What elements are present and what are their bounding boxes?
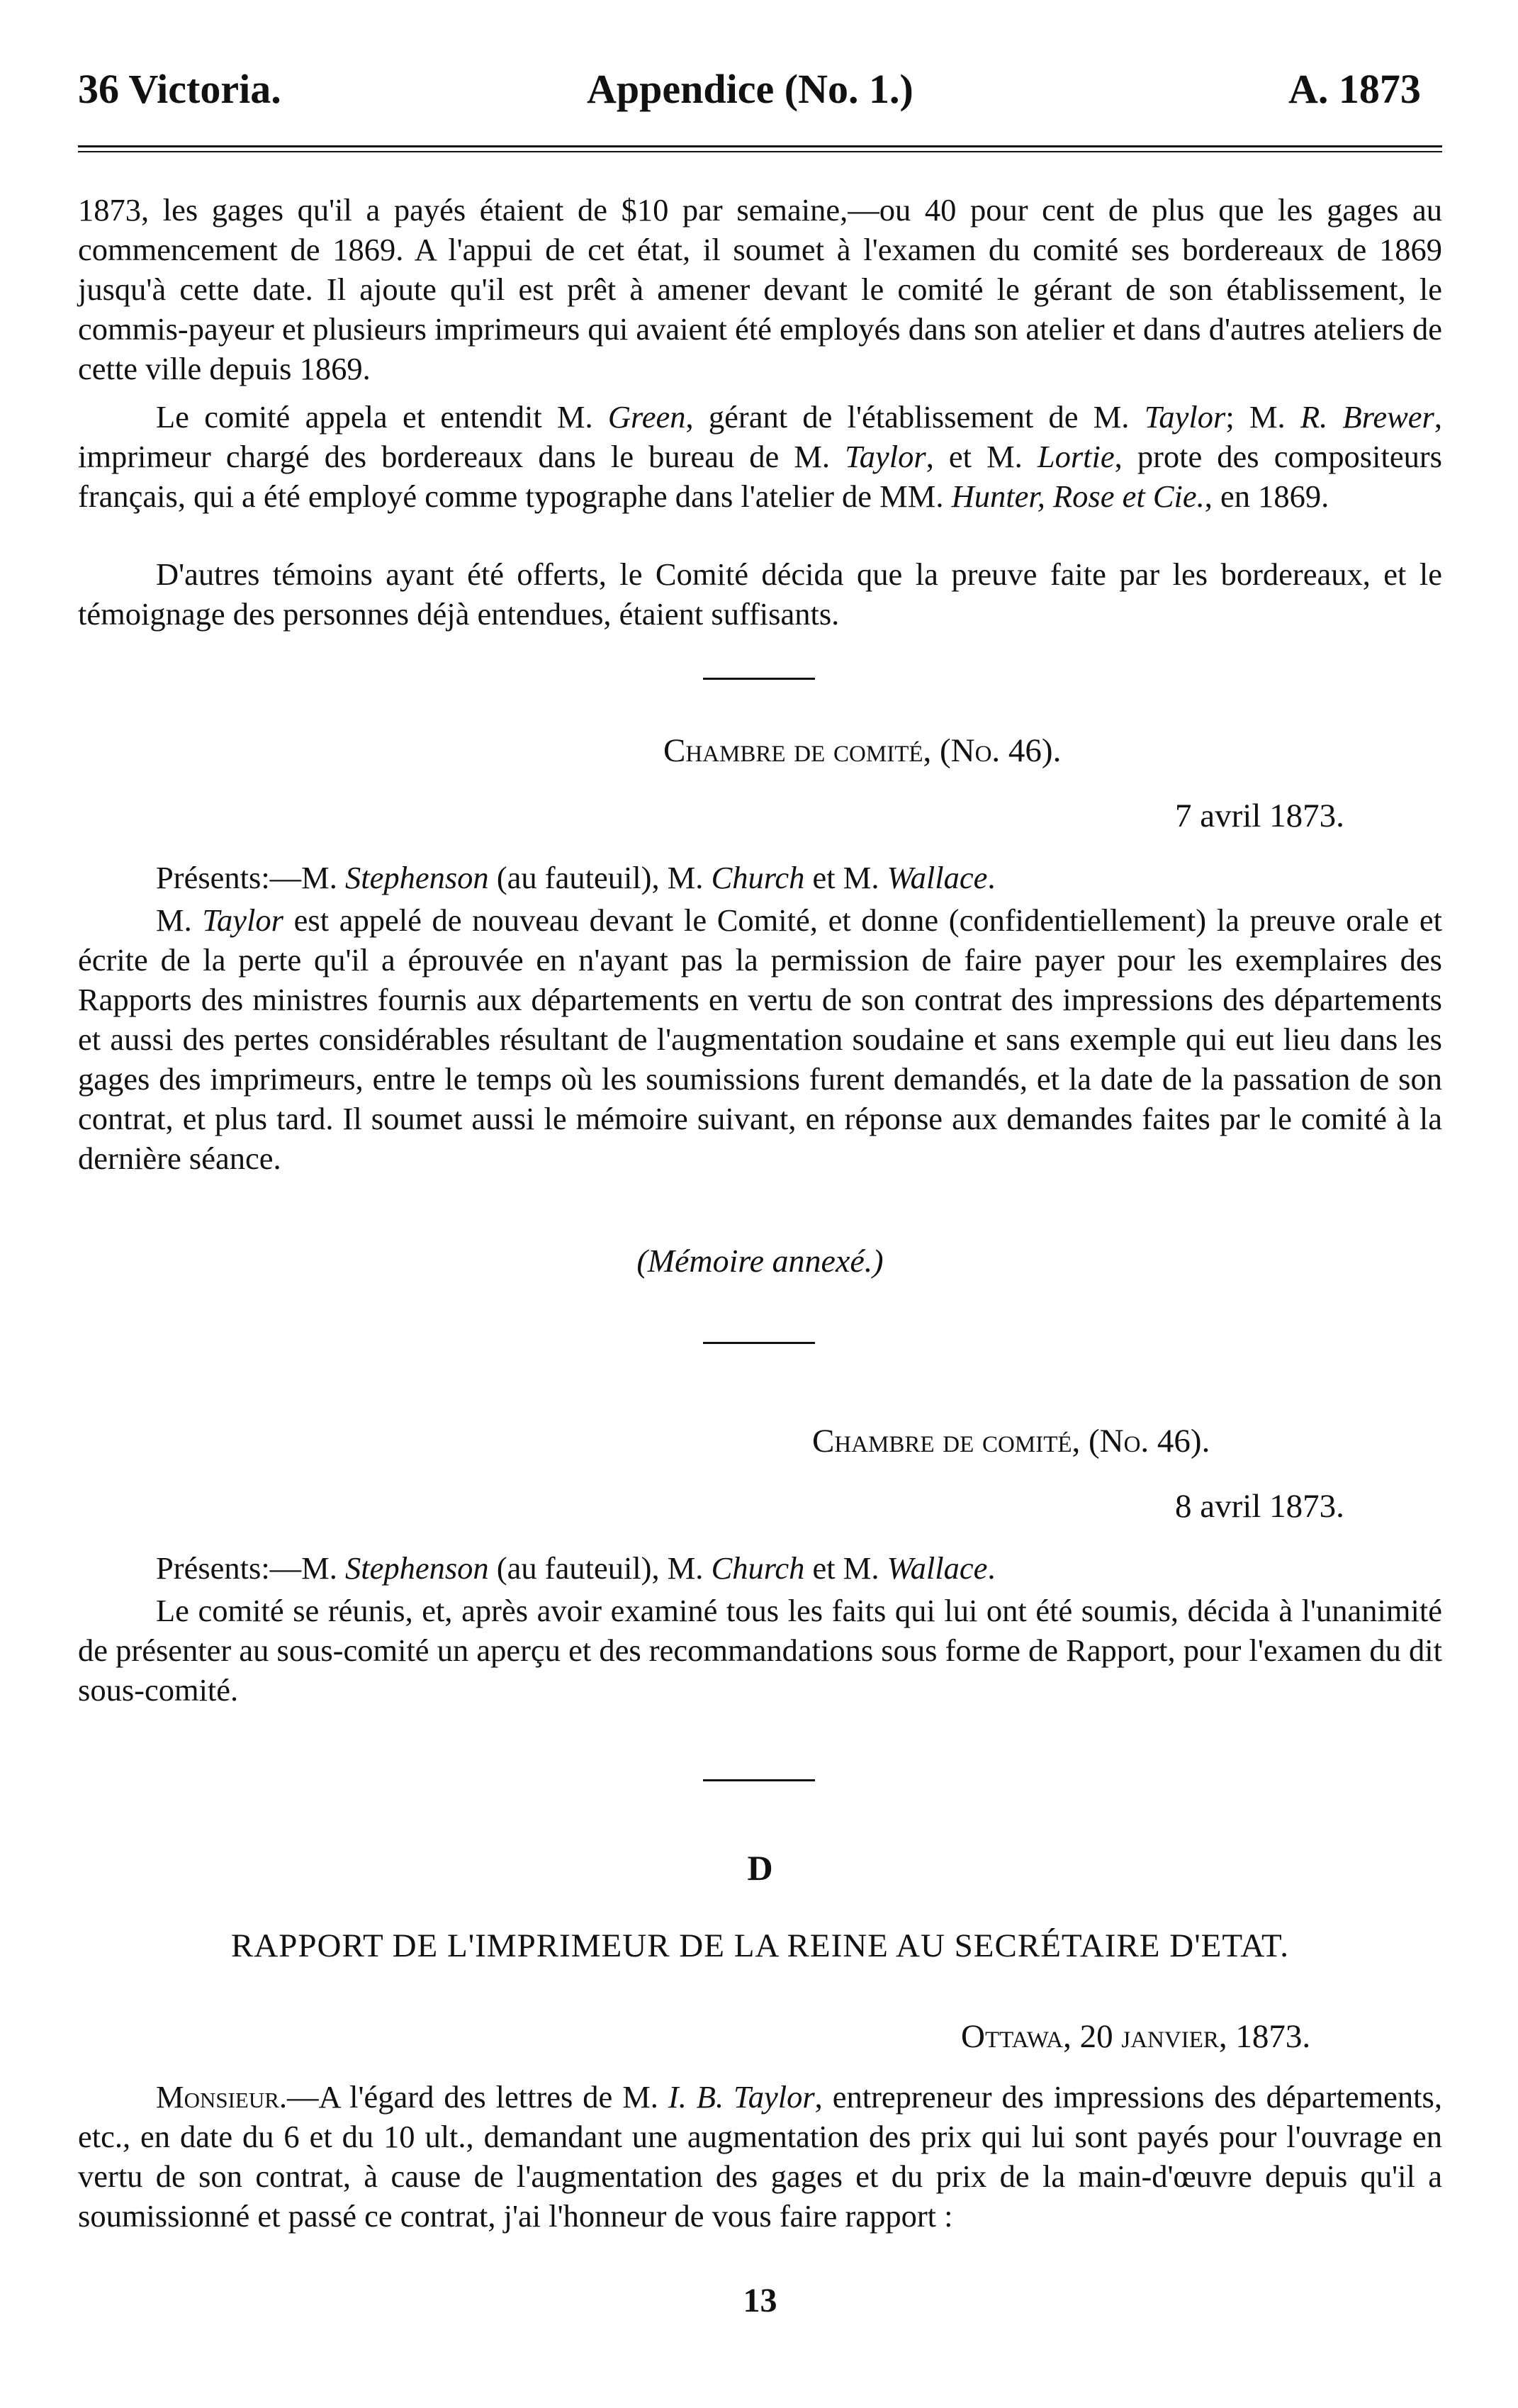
memoire-annexe: (Mémoire annexé.) [636, 1243, 884, 1279]
session-2-date: 8 avril 1873. [1175, 1488, 1344, 1525]
paragraph-4: M. Taylor est appelé de nouveau devant le Comité, et donne (confidentiellement) la preuve orale et écrite de la perte qu'il a éprouvée en n'ayant pas la permission de faire payer pour les exemplaires des Rapports des ministres fournis aux départements en vertu de son contrat des impressions des départements et aussi des pertes considérables résultant de l'augmentation soudaine et sans exemple qui eut lieu dans les gages des imprimeurs, entre le temps où les soumissions furent demandés, et la date de la passation de son contrat, et plus tard. Il soumet aussi le mémoire suivant, en réponse aux demandes faites par le comité à la dernière séance. [78, 902, 1442, 1176]
report-title: RAPPORT DE L'IMPRIMEUR DE LA REINE AU SECRÉTAIRE D'ETAT. [230, 1927, 1290, 1964]
report-date: Ottawa, 20 janvier, 1873. [961, 2018, 1311, 2055]
session-1-presents: Présents:—M. Stephenson (au fauteuil), M. Church et M. Wallace. [156, 860, 996, 895]
header-rule-bottom [78, 151, 1442, 152]
name-green: Green [607, 399, 686, 435]
session-1-date: 7 avril 1873. [1175, 797, 1344, 834]
header-right: A. 1873 [1288, 66, 1421, 112]
name-brewer: R. Brewer [1300, 399, 1434, 435]
page-number: 13 [743, 2282, 777, 2319]
paragraph-1: 1873, les gages qu'il a payés étaient de $10 par semaine,—ou 40 pour cent de plus que les gages au commencement de 1869. A l'appui de cet état, il soumet à l'examen du comité ses bordereaux de 1869 jusqu'à cette date. Il ajoute qu'il est prêt à amener devant le comité le gérant de son établissement, le commis-payeur et plusieurs imprimeurs qui avaient été employés dans son atelier et dans d'autres ateliers de cette ville depuis 1869. [78, 192, 1442, 386]
header-rule-top [78, 145, 1442, 147]
paragraph-3: D'autres témoins ayant été offerts, le Comité décida que la preuve faite par les bordereaux, et le témoignage des personnes déjà entendues, étaient suffisants. [78, 556, 1442, 632]
paragraph-5: Le comité se réunis, et, après avoir examiné tous les faits qui lui ont été soumis, décida à l'unanimité de présenter au sous-comité un aperçu et des recommandations sous forme de Rapport, pour l'examen du dit sous-comité. [78, 1593, 1442, 1708]
name-taylor: Taylor [1144, 399, 1226, 435]
section-divider-3 [703, 1779, 815, 1781]
session-2-presents: Présents:—M. Stephenson (au fauteuil), M. Church et M. Wallace. [156, 1550, 996, 1586]
session-2-heading: Chambre de comité, (No. 46). [812, 1423, 1210, 1460]
header-left: 36 Victoria. [78, 66, 281, 112]
section-divider-2 [703, 1342, 815, 1344]
paragraph-6: Monsieur.—A l'égard des lettres de M. I. B. Taylor, entrepreneur des impressions des départements, etc., en date du 6 et du 10 ult., demandant une augmentation des prix qui lui sont payés pour l'ouvrage en vertu de son contrat, à cause de l'augmentation des gages et du prix de la main-d'œuvre depuis qu'il a soumissionné et passé ce contrat, j'ai l'honneur de vous faire rapport : [78, 2079, 1442, 2234]
header-center: Appendice (No. 1.) [587, 66, 913, 112]
section-letter: D [747, 1848, 773, 1888]
paragraph-2: Le comité appela et entendit M. Green, gérant de l'établissement de M. Taylor; M. R. Brewer, imprimeur chargé des bordereaux dans le bureau de M. Taylor, et M. Lortie, prote des compositeurs français, qui a été employé comme typographe dans l'atelier de MM. Hunter, Rose et Cie., en 1869. [78, 399, 1442, 514]
session-1-heading: Chambre de comité, (No. 46). [663, 732, 1062, 769]
name-hunter: Hunter, Rose et Cie. [951, 478, 1205, 514]
section-divider-1 [703, 678, 815, 680]
name-lortie: Lortie [1037, 439, 1115, 474]
